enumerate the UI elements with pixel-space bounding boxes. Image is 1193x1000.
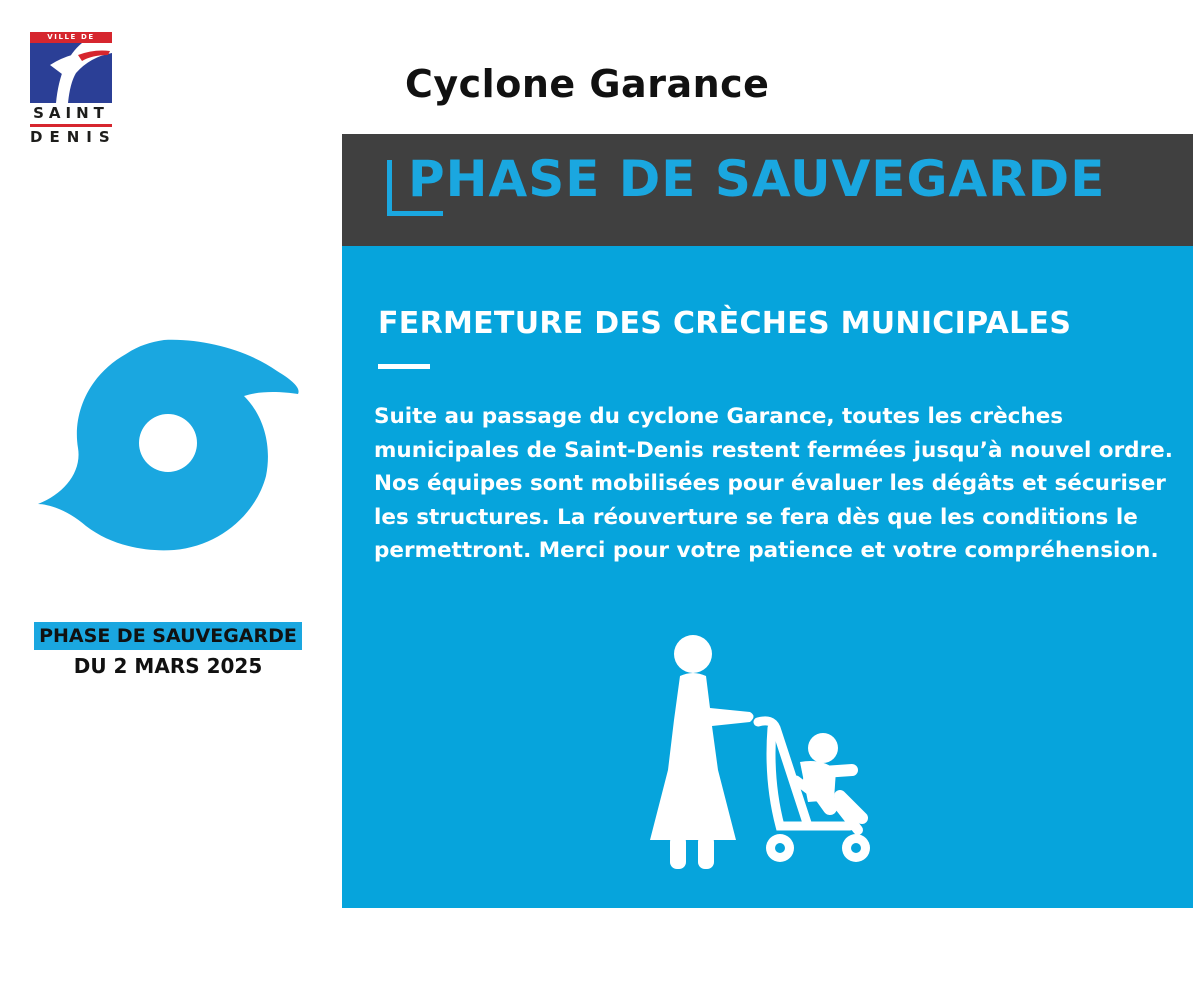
heading-underline — [378, 364, 430, 369]
announcement-body: Suite au passage du cyclone Garance, toutes les crèches municipales de Saint-Denis restent fermées jusqu’à nouvel ordre. Nos équipes sont mobilisées pour évaluer les dégâts et sécuriser les structures. La réouverture se fera dès que les conditions le permettront. Merci pour votre patience et votre compréhension. — [374, 404, 1173, 563]
logo-top-text: VILLE DE — [30, 32, 112, 43]
ville-saint-denis-logo — [30, 32, 117, 146]
announcement-heading: FERMETURE DES CRÈCHES MUNICIPALES — [378, 306, 1072, 341]
logo-emblem-icon — [30, 43, 112, 103]
parent-with-stroller-icon — [640, 630, 900, 875]
cyclone-icon — [34, 336, 304, 566]
logo-denis-text: DENIS — [30, 128, 117, 146]
page-title: Cyclone Garance — [405, 62, 770, 106]
logo-divider — [30, 124, 112, 127]
logo-saint-text: SAINT — [33, 104, 109, 122]
phase-banner-title: PHASE DE SAUVEGARDE — [408, 150, 1106, 208]
sidebar-phase-label: PHASE DE SAUVEGARDE — [34, 622, 302, 650]
sidebar-date-label: DU 2 MARS 2025 — [73, 654, 263, 678]
